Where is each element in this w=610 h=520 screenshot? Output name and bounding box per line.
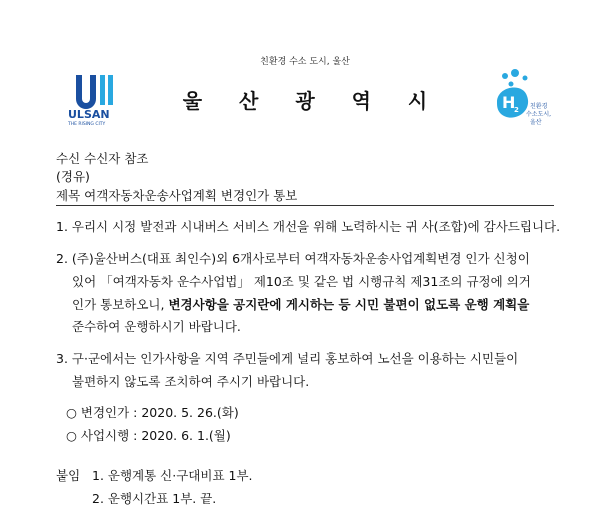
hydrogen-city-logo xyxy=(493,68,553,134)
ulsan-logo-sub: THE RISING CITY xyxy=(68,122,106,127)
paragraph-2-line-3-a: 인가 통보하오니, xyxy=(72,297,169,312)
via: (경유) xyxy=(56,169,90,184)
paragraph-2-line-3 xyxy=(72,296,529,314)
attachment-2: 2. 운행시간표 1부. 끝. xyxy=(92,491,217,506)
paragraph-2-line-1: 2. (주)울산버스(대표 최인수)외 6개사로부터 여객자동차운송사업계획변경 인가 신청이 xyxy=(56,251,530,266)
ulsan-logo-text: ULSAN xyxy=(68,108,110,121)
hydrogen-logo-line-1: 친환경 xyxy=(530,103,548,110)
subject: 제목 여객자동차운송사업계획 변경인가 통보 xyxy=(56,188,298,203)
organization-name: 울 산 광 역 시 xyxy=(182,89,443,113)
paragraph-2-line-2: 있어 「여객자동차 운수사업법」 제10조 및 같은 법 시행규칙 제31조의 규정에 의거 xyxy=(72,274,531,289)
svg-text:2: 2 xyxy=(514,106,519,114)
recipient: 수신 수신자 참조 xyxy=(56,151,149,166)
slogan: 친환경 수소 도시, 울산 xyxy=(260,57,350,67)
hydrogen-logo-line-3: 울산 xyxy=(530,119,542,126)
business-start-date: ○ 사업시행 : 2020. 6. 1.(월) xyxy=(66,428,231,443)
attachment-1: 1. 운행계통 신·구대비표 1부. xyxy=(92,468,253,483)
attachments-label: 붙임 xyxy=(56,468,81,483)
hydrogen-logo-line-2: 수소도시, xyxy=(526,111,552,118)
change-approval-date: ○ 변경인가 : 2020. 5. 26.(화) xyxy=(66,405,239,420)
paragraph-2-emphasis: 변경사항을 공지란에 게시하는 등 시민 불편이 없도록 운행 계획을 xyxy=(168,297,530,312)
paragraph-1: 1. 우리시 시정 발전과 시내버스 서비스 개선을 위해 노력하시는 귀 사(조합)에 감사드립니다. xyxy=(56,219,561,234)
paragraph-2-line-4: 준수하여 운행하시기 바랍니다. xyxy=(72,319,241,334)
svg-text:H: H xyxy=(502,93,516,112)
paragraph-3-line-2: 불편하지 않도록 조치하여 주시기 바랍니다. xyxy=(72,374,310,389)
subject-divider xyxy=(56,205,554,206)
paragraph-3-line-1: 3. 구·군에서는 인가사항을 지역 주민들에게 널리 홍보하여 노선을 이용하는 시민들이 xyxy=(56,351,519,366)
